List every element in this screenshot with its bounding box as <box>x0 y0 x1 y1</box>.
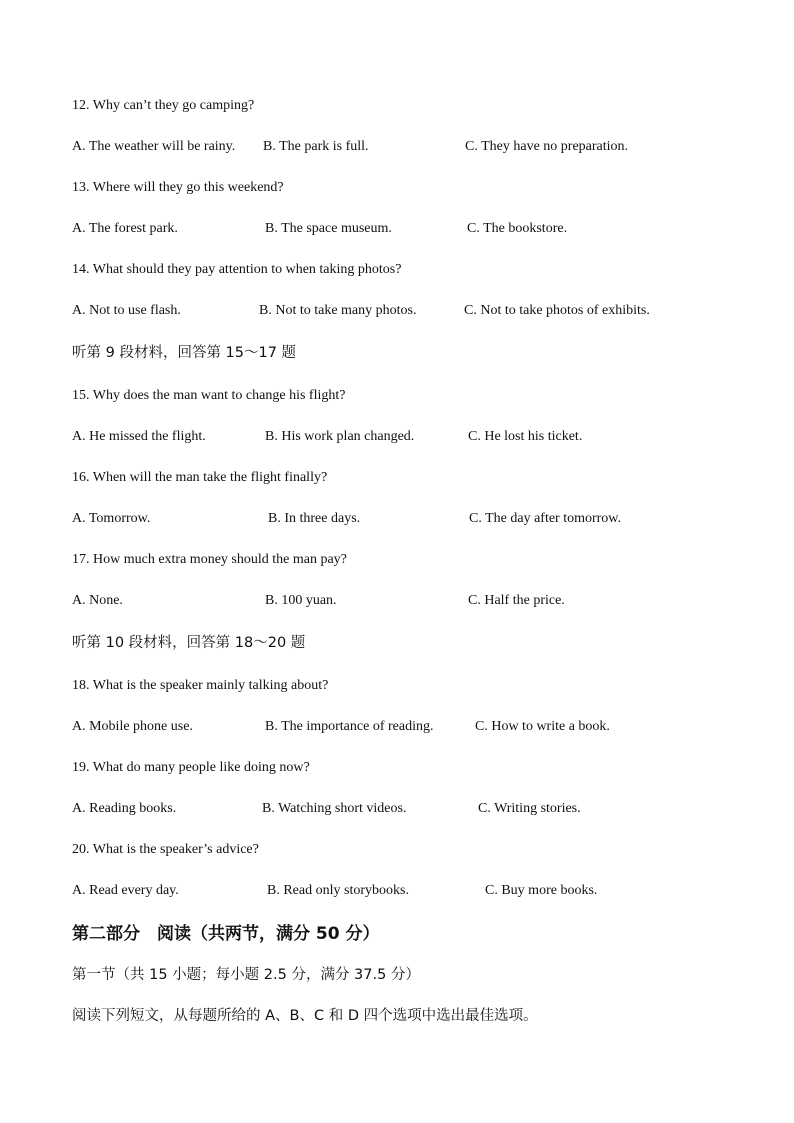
q14-option-b: B. Not to take many photos. <box>259 303 417 318</box>
section1-title: 第一节（共 15 小题；每小题 2.5 分，满分 37.5 分） <box>72 967 420 983</box>
q17-option-a: A. None. <box>72 593 123 608</box>
reading-instruction: 阅读下列短文，从每题所给的 A、B、C 和 D 四个选项中选出最佳选项。 <box>72 1008 538 1024</box>
q14-option-a: A. Not to use flash. <box>72 303 181 318</box>
part2-title: 第二部分 阅读（共两节，满分 50 分） <box>72 924 380 944</box>
q16-option-b: B. In three days. <box>268 511 361 526</box>
q15-option-a: A. He missed the flight. <box>72 429 206 444</box>
q15-option-b: B. His work plan changed. <box>265 429 415 444</box>
q20-option-a: A. Read every day. <box>72 883 179 898</box>
q19-option-a: A. Reading books. <box>72 801 177 816</box>
q18-option-c: C. How to write a book. <box>475 719 610 734</box>
q19-option-c: C. Writing stories. <box>478 801 581 816</box>
q17-option-c: C. Half the price. <box>468 593 565 608</box>
question-13: 13. Where will they go this weekend? <box>72 180 284 195</box>
q17-option-b: B. 100 yuan. <box>265 593 337 608</box>
question-18: 18. What is the speaker mainly talking about? <box>72 678 329 693</box>
q20-option-c: C. Buy more books. <box>485 883 598 898</box>
q15-option-c: C. He lost his ticket. <box>468 429 583 444</box>
q20-option-b: B. Read only storybooks. <box>267 883 409 898</box>
q19-option-b: B. Watching short videos. <box>262 801 407 816</box>
question-14: 14. What should they pay attention to when taking photos? <box>72 262 402 277</box>
q18-option-a: A. Mobile phone use. <box>72 719 193 734</box>
q16-option-c: C. The day after tomorrow. <box>469 511 622 526</box>
section-header-part9: 听第 9 段材料，回答第 15～17 题 <box>72 345 297 361</box>
q12-option-c: C. They have no preparation. <box>465 139 629 154</box>
question-17: 17. How much extra money should the man pay? <box>72 552 347 567</box>
question-20: 20. What is the speaker’s advice? <box>72 842 259 857</box>
question-19: 19. What do many people like doing now? <box>72 760 310 775</box>
q14-option-c: C. Not to take photos of exhibits. <box>464 303 650 318</box>
q12-option-a: A. The weather will be rainy. <box>72 139 236 154</box>
question-15: 15. Why does the man want to change his flight? <box>72 388 346 403</box>
q13-option-c: C. The bookstore. <box>467 221 568 236</box>
q13-option-b: B. The space museum. <box>265 221 392 236</box>
q16-option-a: A. Tomorrow. <box>72 511 151 526</box>
question-16: 16. When will the man take the flight finally? <box>72 470 328 485</box>
q12-option-b: B. The park is full. <box>263 139 369 154</box>
section-header-part10: 听第 10 段材料，回答第 18～20 题 <box>72 635 306 651</box>
question-12: 12. Why can’t they go camping? <box>72 98 255 113</box>
q18-option-b: B. The importance of reading. <box>265 719 434 734</box>
q13-option-a: A. The forest park. <box>72 221 178 236</box>
